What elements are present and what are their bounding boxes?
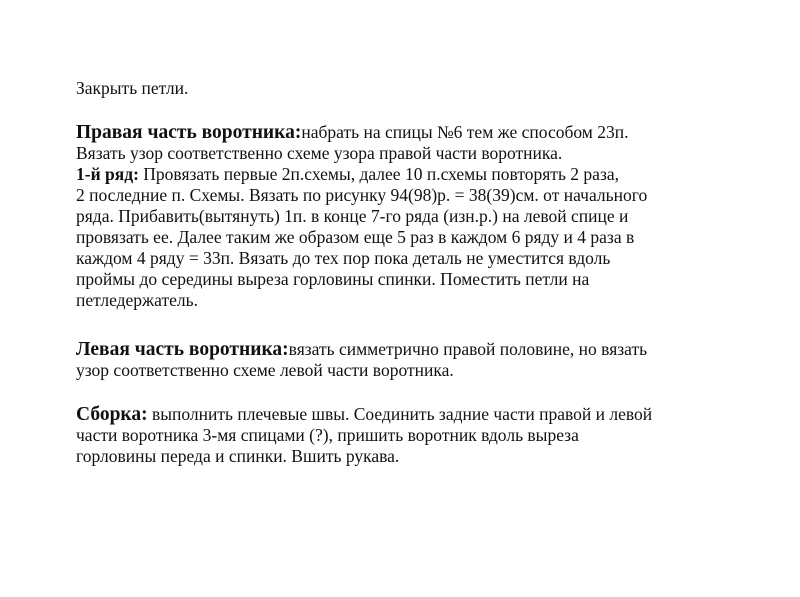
close-loops-text: Закрыть петли.: [76, 78, 189, 98]
right-part-section: [76, 122, 756, 311]
assembly-text-1: выполнить плечевые швы. Соединить задние части правой и левой: [147, 404, 653, 424]
right-part-line-8: проймы до середины выреза горловины спинки. Поместить петли на: [76, 269, 590, 289]
assembly-line-3: горловины переда и спинки. Вшить рукава.: [76, 446, 400, 466]
left-part-heading: Левая часть воротника:: [76, 339, 289, 360]
assembly-line-2: части воротника 3-мя спицами (?), пришить воротник вдоль выреза: [76, 425, 579, 445]
left-part-text-1: вязать симметрично правой половине, но вязать: [288, 339, 648, 359]
left-part-line-2: узор соответственно схеме левой части воротника.: [76, 360, 454, 380]
right-part-line-4: 2 последние п. Схемы. Вязать по рисунку 94(98)р. = 38(39)см. от начального: [76, 185, 648, 205]
assembly-heading: Сборка:: [76, 404, 148, 425]
right-part-line-1: [76, 122, 756, 143]
right-part-line-3: [76, 164, 756, 185]
intro-paragraph: [76, 78, 756, 99]
assembly-section: [76, 404, 756, 467]
right-part-line-5: ряда. Прибавить(вытянуть) 1п. в конце 7-го ряда (изн.р.) на левой спице и: [76, 206, 629, 226]
right-part-line-2: Вязать узор соответственно схеме узора правой части воротника.: [76, 143, 563, 163]
right-part-line-7: каждом 4 ряду = 33п. Вязать до тех пор пока деталь не уместится вдоль: [76, 248, 611, 268]
row-1-label: 1-й ряд:: [76, 164, 139, 184]
left-part-section: [76, 339, 756, 381]
assembly-line-1: [76, 404, 756, 425]
right-part-heading: Правая часть воротника:: [76, 122, 302, 143]
right-part-line-6: провязать ее. Далее таким же образом еще 5 раз в каждом 6 ряду и 4 раза в: [76, 227, 635, 247]
right-part-line-9: петледержатель.: [76, 290, 198, 310]
right-part-text-1: набрать на спицы №6 тем же способом 23п.: [301, 122, 629, 142]
left-part-line-1: [76, 339, 756, 360]
right-part-text-3: Провязать первые 2п.схемы, далее 10 п.схемы повторять 2 раза,: [138, 164, 620, 184]
